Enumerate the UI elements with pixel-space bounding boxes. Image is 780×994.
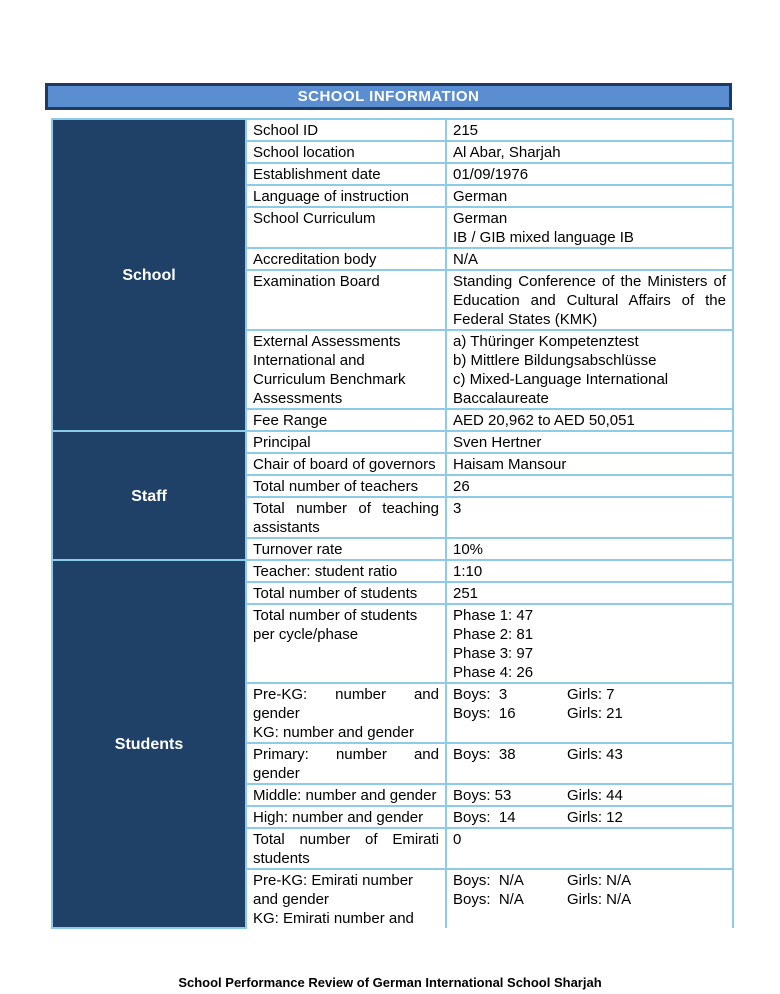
row-label: Primary: number and gender (246, 743, 446, 784)
row-value: 1:10 (446, 560, 733, 582)
row-value: Standing Conference of the Ministers of Education and Cultural Affairs of the Federal States (KMK) (446, 270, 733, 330)
row-value (446, 806, 733, 828)
row-label: Teacher: student ratio (246, 560, 446, 582)
table-row (52, 119, 733, 141)
row-label: Examination Board (246, 270, 446, 330)
row-label: School Curriculum (246, 207, 446, 248)
row-value: 3 (446, 497, 733, 538)
row-label (246, 869, 446, 928)
row-label: Total number of students per cycle/phase (246, 604, 446, 683)
gender-line (453, 685, 726, 704)
value-line: Phase 3: 97 (453, 645, 534, 662)
row-value: German (446, 185, 733, 207)
girls-count: Girls: 12 (567, 809, 623, 826)
row-label: Establishment date (246, 163, 446, 185)
row-value: Haisam Mansour (446, 453, 733, 475)
gender-line (453, 808, 726, 827)
girls-count: Girls: 43 (567, 746, 623, 763)
gender-line (453, 745, 726, 764)
section-label-students: Students (52, 560, 246, 928)
label-line: KG: Emirati number and (253, 910, 414, 927)
row-value (446, 683, 733, 743)
row-label: School ID (246, 119, 446, 141)
row-value (446, 784, 733, 806)
boys-count: Boys: N/A (453, 872, 524, 889)
boys-count: Boys: 3 (453, 686, 508, 703)
row-label (246, 683, 446, 743)
row-label: Middle: number and gender (246, 784, 446, 806)
row-label: Turnover rate (246, 538, 446, 560)
row-label: External Assessments International and Curriculum Benchmark Assessments (246, 330, 446, 409)
row-value: 26 (446, 475, 733, 497)
row-label: Accreditation body (246, 248, 446, 270)
boys-count: Boys: 38 (453, 746, 516, 763)
row-value: N/A (446, 248, 733, 270)
girls-count: Girls: 7 (567, 686, 615, 703)
row-value: 215 (446, 119, 733, 141)
gender-line (453, 871, 726, 890)
section-title: SCHOOL INFORMATION (48, 86, 729, 107)
row-value (446, 604, 733, 683)
value-line: Phase 2: 81 (453, 626, 534, 643)
value-line: b) Mittlere Bildungsabschlüsse (453, 352, 657, 369)
boys-count: Boys: 14 (453, 809, 516, 826)
row-value: 251 (446, 582, 733, 604)
girls-count: Girls: N/A (567, 891, 632, 908)
row-label: Chair of board of governors (246, 453, 446, 475)
boys-count: Boys: 16 (453, 705, 516, 722)
table-row (52, 431, 733, 453)
section-title-bar (45, 83, 732, 110)
value-line: German (453, 210, 508, 227)
label-line: Pre-KG: Emirati number and gender (253, 872, 414, 908)
girls-count: Girls: 44 (567, 787, 623, 804)
row-value: Sven Hertner (446, 431, 733, 453)
value-line: Phase 1: 47 (453, 607, 534, 624)
value-line: a) Thüringer Kompetenztest (453, 333, 639, 350)
row-value: 01/09/1976 (446, 163, 733, 185)
row-label: Total number of students (246, 582, 446, 604)
girls-count: Girls: 21 (567, 705, 623, 722)
boys-count: Boys: 53 (453, 787, 512, 804)
row-value (446, 743, 733, 784)
row-value (446, 869, 733, 928)
label-line: KG: number and gender (253, 724, 414, 741)
boys-count: Boys: N/A (453, 891, 524, 908)
row-label: Fee Range (246, 409, 446, 431)
value-line: c) Mixed-Language International Baccalaureate (453, 371, 669, 407)
value-line: Phase 4: 26 (453, 664, 534, 681)
row-label: Language of instruction (246, 185, 446, 207)
gender-line (453, 890, 726, 909)
page-footer: School Performance Review of German International School Sharjah (178, 975, 602, 990)
row-value (446, 207, 733, 248)
row-label: Principal (246, 431, 446, 453)
table-row (52, 560, 733, 582)
row-value: 0 (446, 828, 733, 869)
school-information-table (51, 118, 734, 929)
section-label-school: School (52, 119, 246, 431)
section-label-staff: Staff (52, 431, 246, 560)
value-line: IB / GIB mixed language IB (453, 229, 634, 246)
row-label: Total number of Emirati students (246, 828, 446, 869)
row-value: AED 20,962 to AED 50,051 (446, 409, 733, 431)
row-label: Total number of teachers (246, 475, 446, 497)
label-line: Pre-KG: number and gender (253, 686, 439, 722)
gender-line (453, 786, 726, 805)
gender-line (453, 704, 726, 723)
row-value: Al Abar, Sharjah (446, 141, 733, 163)
row-value (446, 330, 733, 409)
row-value: 10% (446, 538, 733, 560)
row-label: School location (246, 141, 446, 163)
girls-count: Girls: N/A (567, 872, 632, 889)
row-label: High: number and gender (246, 806, 446, 828)
row-label: Total number of teaching assistants (246, 497, 446, 538)
